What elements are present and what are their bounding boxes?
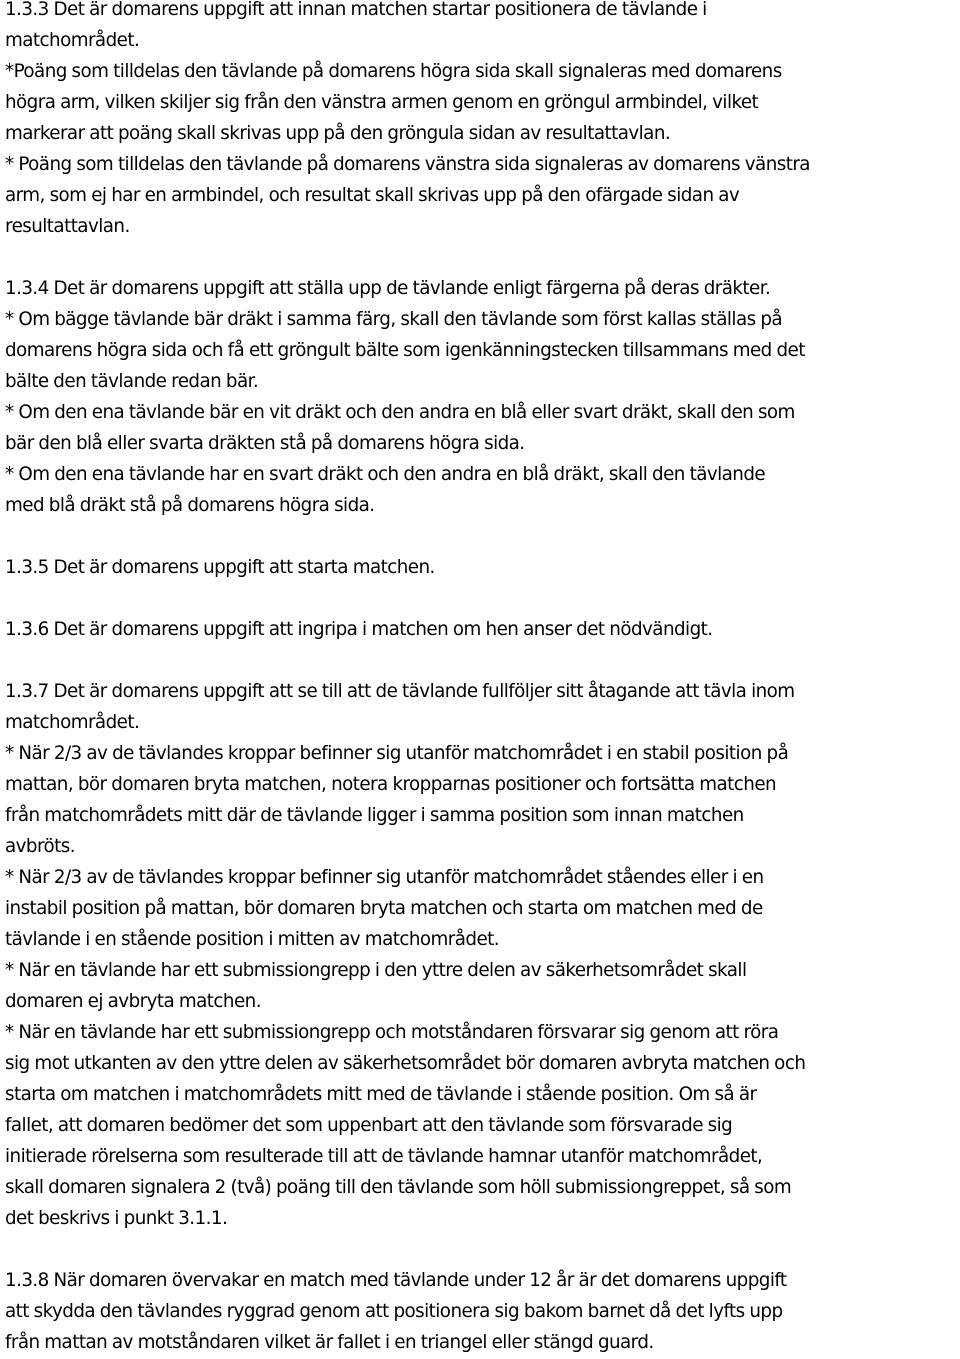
text-line: med blå dräkt stå på domarens högra sida. xyxy=(5,495,375,516)
text-line: bär den blå eller svarta dräkten stå på domarens högra sida. xyxy=(5,433,525,454)
text-line: starta om matchen i matchområdets mitt med de tävlande i stående position. Om så är xyxy=(5,1084,757,1105)
text-line: avbröts. xyxy=(5,836,76,857)
text-line: att skydda den tävlandes ryggrad genom att positionera sig bakom barnet då det lyfts upp xyxy=(5,1301,783,1322)
text-line: * När 2/3 av de tävlandes kroppar befinner sig utanför matchområdet ståendes eller i en xyxy=(5,867,764,888)
text-line: instabil position på mattan, bör domaren bryta matchen och starta om matchen med de xyxy=(5,898,763,919)
text-line: *Poäng som tilldelas den tävlande på domarens högra sida skall signaleras med domarens xyxy=(5,61,782,82)
text-line: högra arm, vilken skiljer sig från den vänstra armen genom en gröngul armbindel, vilket xyxy=(5,92,759,113)
paragraph xyxy=(5,552,960,583)
paragraph xyxy=(5,0,960,242)
text-line: * Om bägge tävlande bär dräkt i samma färg, skall den tävlande som först kallas ställas på xyxy=(5,309,783,330)
text-line: initierade rörelserna som resulterade till att de tävlande hamnar utanför matchområdet, xyxy=(5,1146,763,1167)
paragraph-spacer xyxy=(5,583,960,614)
text-line: 1.3.4 Det är domarens uppgift att ställa upp de tävlande enligt färgerna på deras dräkter. xyxy=(5,278,771,299)
text-line: från matchområdets mitt där de tävlande ligger i samma position som innan matchen xyxy=(5,805,744,826)
paragraph xyxy=(5,614,960,645)
document-page xyxy=(5,0,960,1358)
text-line: mattan, bör domaren bryta matchen, notera kropparnas positioner och fortsätta matchen xyxy=(5,774,777,795)
text-line: * Om den ena tävlande bär en vit dräkt och den andra en blå eller svart dräkt, skall den som xyxy=(5,402,795,423)
text-line: domarens högra sida och få ett gröngult bälte som igenkänningstecken tillsammans med det xyxy=(5,340,805,361)
text-line: matchområdet. xyxy=(5,30,140,51)
text-line: från mattan av motståndaren vilket är fallet i en triangel eller stängd guard. xyxy=(5,1332,654,1353)
text-line: fallet, att domaren bedömer det som uppenbart att den tävlande som försvarade sig xyxy=(5,1115,733,1136)
text-line: 1.3.7 Det är domarens uppgift att se till att de tävlande fullföljer sitt åtagande att tävla inom xyxy=(5,681,795,702)
text-line: matchområdet. xyxy=(5,712,140,733)
text-line: sig mot utkanten av den yttre delen av säkerhetsområdet bör domaren avbryta matchen och xyxy=(5,1053,806,1074)
text-line: bälte den tävlande redan bär. xyxy=(5,371,259,392)
text-line: 1.3.3 Det är domarens uppgift att innan matchen startar positionera de tävlande i xyxy=(5,0,707,20)
paragraph xyxy=(5,676,960,1234)
text-line: arm, som ej har en armbindel, och resultat skall skrivas upp på den ofärgade sidan av xyxy=(5,185,740,206)
text-line: * Om den ena tävlande har en svart dräkt och den andra en blå dräkt, skall den tävlande xyxy=(5,464,766,485)
text-line: det beskrivs i punkt 3.1.1. xyxy=(5,1208,228,1229)
text-line: * Poäng som tilldelas den tävlande på domarens vänstra sida signaleras av domarens vänstra xyxy=(5,154,810,175)
paragraph-spacer xyxy=(5,242,960,273)
text-line: tävlande i en stående position i mitten av matchområdet. xyxy=(5,929,500,950)
paragraph-spacer xyxy=(5,521,960,552)
paragraph-spacer xyxy=(5,645,960,676)
text-line: * När en tävlande har ett submissiongrepp i den yttre delen av säkerhetsområdet skall xyxy=(5,960,747,981)
paragraph-spacer xyxy=(5,1234,960,1265)
text-line: * När en tävlande har ett submissiongrepp och motståndaren försvarar sig genom att röra xyxy=(5,1022,779,1043)
text-line: 1.3.8 När domaren övervakar en match med tävlande under 12 år är det domarens uppgift xyxy=(5,1270,787,1291)
paragraph xyxy=(5,1265,960,1358)
text-line: 1.3.5 Det är domarens uppgift att starta matchen. xyxy=(5,557,435,578)
paragraph xyxy=(5,273,960,521)
text-line: 1.3.6 Det är domarens uppgift att ingripa i matchen om hen anser det nödvändigt. xyxy=(5,619,713,640)
text-line: * När 2/3 av de tävlandes kroppar befinner sig utanför matchområdet i en stabil position på xyxy=(5,743,789,764)
text-line: domaren ej avbryta matchen. xyxy=(5,991,261,1012)
text-line: resultattavlan. xyxy=(5,216,130,237)
text-line: markerar att poäng skall skrivas upp på den gröngula sidan av resultattavlan. xyxy=(5,123,671,144)
text-line: skall domaren signalera 2 (två) poäng till den tävlande som höll submissiongreppet, så som xyxy=(5,1177,792,1198)
